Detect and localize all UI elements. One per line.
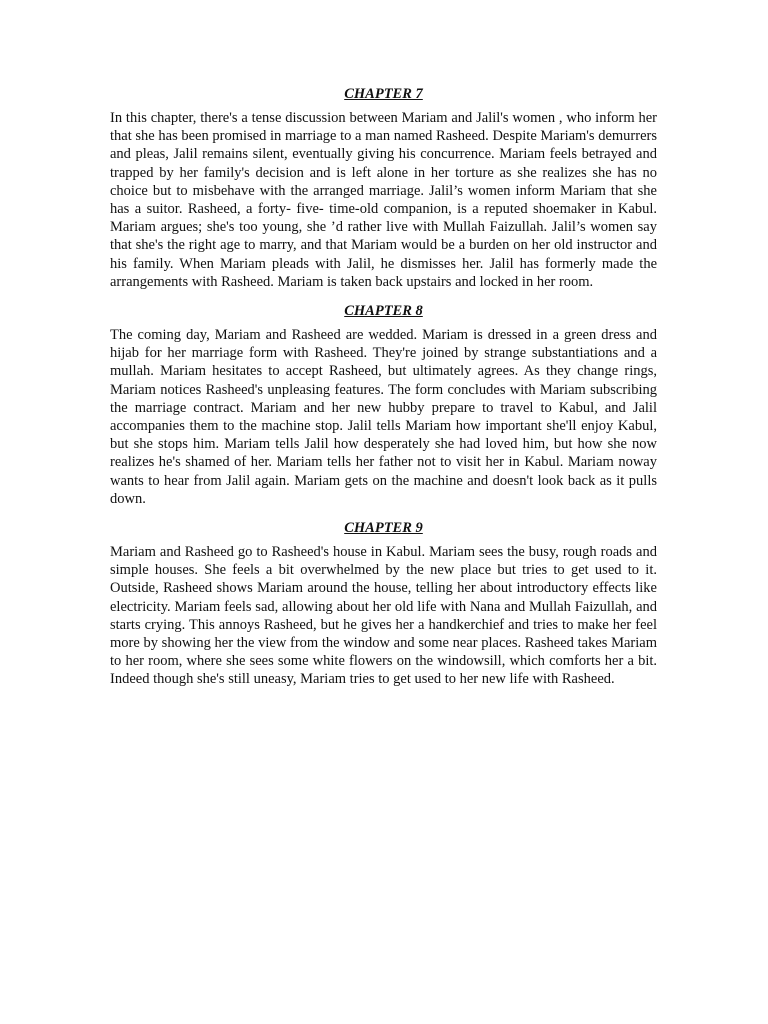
chapter-8-section <box>110 301 657 508</box>
chapter-9-text: Mariam and Rasheed go to Rasheed's house in Kabul. Mariam sees the busy, rough roads and simple houses. She feels a bit overwhelmed by the new place but tries to get used to it. Outside, Rasheed shows Mariam around the house, telling her about introductory effects like electricity. Mariam feels sad, allowing about her old life with Nana and Mullah Faizullah, and starts crying. This annoys Rasheed, but he gives her a handkerchief and tries to make her feel more by showing her the view from the window and some near places. Rasheed takes Mariam to her room, where she sees some white flowers on the windowsill, which comforts her a bit. Indeed though she's still uneasy, Mariam tries to get used to her new life with Rasheed. <box>110 544 657 688</box>
document-page <box>110 84 657 699</box>
chapter-8-heading: CHAPTER 8 <box>344 303 423 320</box>
chapter-7-text: In this chapter, there's a tense discussion between Mariam and Jalil's women , who inform her that she has been promised in marriage to a man named Rasheed. Despite Mariam's demurrers and pleas, Jalil remains silent, eventually giving his concurrence. Mariam feels betrayed and trapped by her family's decision and is left alone in her torture as she realizes she has no choice but to misbehave with the arranged marriage. Jalil’s women inform Mariam that she has a suitor. Rasheed, a forty- five- time-old companion, is a reputed shoemaker in Kabul. Mariam argues; she's too young, she ’d rather live with Mullah Faizullah. Jalil’s women say that she's the right age to marry, and that Mariam would be a burden on her old instructor and his family. When Mariam pleads with Jalil, he dismisses her. Jalil has formerly made the arrangements with Rasheed. Mariam is taken back upstairs and locked in her room. <box>110 110 657 290</box>
chapter-9-section <box>110 518 657 689</box>
chapter-7-section <box>110 84 657 291</box>
chapter-7-heading: CHAPTER 7 <box>344 86 423 102</box>
chapter-8-text: The coming day, Mariam and Rasheed are wedded. Mariam is dressed in a green dress and hijab for her marriage form with Rasheed. They're joined by strange substantiations and a mullah. Mariam hesitates to accept Rasheed, but ultimately agrees. As they change rings, Mariam notices Rasheed's unpleasing features. The form concludes with Mariam subscribing the marriage contract. Mariam and her new hubby prepare to travel to Kabul, and Jalil accompanies them to the machine stop. Jalil tells Mariam how important she'll enjoy Kabul, but she stops him. Mariam tells Jalil how desperately she had loved him, but how she now realizes he's shamed of her. Mariam tells her father not to visit her in Kabul. Mariam noway wants to hear from Jalil again. Mariam gets on the machine and doesn't look back as it pulls down. <box>110 327 657 507</box>
chapter-9-heading: CHAPTER 9 <box>344 520 423 537</box>
